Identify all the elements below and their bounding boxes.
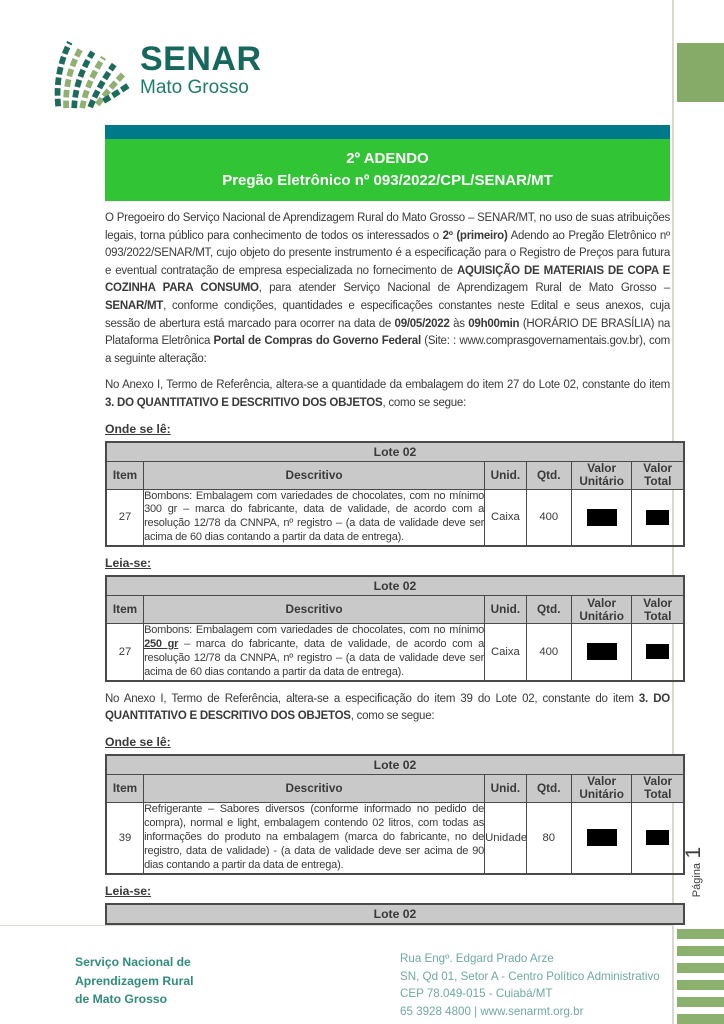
footer-org-line: Serviço Nacional de: [75, 955, 191, 969]
senar-logo: [52, 28, 262, 110]
logo-subtitle: Mato Grosso: [140, 77, 249, 98]
item-unit-cell: Caixa: [485, 489, 527, 546]
footer-divider: [0, 925, 674, 926]
footer-organization: [75, 953, 194, 1009]
table-item27-before: [105, 441, 685, 548]
table-item39-after-partial: [105, 903, 685, 925]
lote-header: Lote 02: [106, 755, 684, 775]
column-header-qtd: Qtd.: [526, 461, 571, 489]
column-header-valor-total: Valor Total: [632, 461, 684, 489]
item-quantity-cell: 400: [526, 489, 571, 546]
item-description-cell: Bombons: Embalagem com variedades de chocolates, com no mínimo 250 gr – marca do fabricante, data de validade, de acordo com a resolução 12/78 da CNNPA, nº registro – (a data de validade deve ser acima de 60 dias contando a partir da data de entrega).: [144, 624, 485, 681]
banner-title-line2: Pregão Eletrônico nº 093/2022/CPL/SENAR/MT: [222, 171, 553, 189]
onde-se-le-label-2: Onde se lê:: [105, 734, 171, 749]
leia-se-label-1: Leia-se:: [105, 556, 152, 571]
page-number-value: 1: [682, 846, 705, 859]
logo-text: [140, 28, 262, 99]
footer-address-line: CEP 78.049-015 - Cuiabá/MT: [400, 987, 553, 1000]
valor-total-cell: [632, 802, 684, 873]
column-header-valor-unitario: Valor Unitário: [571, 774, 632, 802]
redacted-valor-unitario: [587, 643, 617, 660]
column-header-item: Item: [106, 596, 144, 624]
document-body: [105, 210, 685, 925]
leia-se-label-2: Leia-se:: [105, 883, 152, 898]
column-header-valor-unitario: Valor Unitário: [571, 596, 632, 624]
title-banner: [105, 125, 670, 201]
footer-org-line: de Mato Grosso: [75, 992, 168, 1006]
redacted-valor-unitario: [587, 829, 617, 846]
column-header-valor-unitario: Valor Unitário: [571, 461, 632, 489]
amendment1-paragraph: No Anexo I, Termo de Referência, altera-se a quantidade da embalagem do item 27 do Lote 02, constante do item 3. DO QUANTITATIVO E DESCRITIVO DOS OBJETOS, como se segue:: [105, 379, 670, 409]
item-number-cell: 39: [106, 802, 144, 873]
table-row: [106, 624, 684, 681]
onde-se-le-label-1: Onde se lê:: [105, 421, 171, 436]
valor-total-cell: [632, 489, 684, 546]
column-header-valor-total: Valor Total: [632, 596, 684, 624]
column-header-descritivo: Descritivo: [144, 774, 485, 802]
item-description-cell: Bombons: Embalagem com variedades de chocolates, com no mínimo 300 gr – marca do fabricante, data de validade, de acordo com a resolução 12/78 da CNNPA, nº registro – (a data de validade deve ser acima de 60 dias contando a partir da data de entrega).: [144, 489, 485, 546]
column-header-item: Item: [106, 461, 144, 489]
item-quantity-cell: 80: [526, 802, 571, 873]
redacted-valor-unitario: [587, 509, 617, 526]
table-item27-after: [105, 575, 685, 682]
column-header-qtd: Qtd.: [526, 774, 571, 802]
column-header-item: Item: [106, 774, 144, 802]
valor-unitario-cell: [571, 489, 632, 546]
lote-header: Lote 02: [106, 576, 684, 596]
valor-unitario-cell: [571, 802, 632, 873]
amendment2-paragraph: No Anexo I, Termo de Referência, altera-se a especificação do item 39 do Lote 02, constante do item 3. DO QUANTITATIVO E DESCRITIVO DOS OBJETOS, como se segue:: [105, 692, 670, 723]
page-number-label: Página: [691, 862, 703, 898]
redacted-valor-total: [646, 644, 669, 659]
redacted-valor-total: [646, 830, 669, 845]
footer-address-line: SN, Qd 01, Setor A - Centro Político Administrativo: [400, 969, 660, 983]
intro-paragraph: O Pregoeiro do Serviço Nacional de Aprendizagem Rural do Mato Grosso – SENAR/MT, no uso de suas atribuições legais, torna público para conhecimento de todos os interessados o 2º (primeiro) Adendo ao Pregão Eletrônico nº 093/2022/SENAR/MT, cujo objeto do presente instrumento é a especificação para o Registro de Preços para futura e eventual contratação de empresa especializada no fornecimento de AQUISIÇÃO DE MATERIAIS DE COPA E COZINHA PARA CONSUMO, para atender Serviço Nacional de Aprendizagem Rural de Mato Grosso – SENAR/MT, conforme condições, quantidades e especificações constantes neste Edital e seus anexos, cuja sessão de abertura está marcado para ocorrer na data de 09/05/2022 às 09h00min (HORÁRIO DE BRASÍLIA) na Plataforma Eletrônica Portal de Compras do Governo Federal (Site: : www.comprasgovernamentais.gov.br), com a seguinte alteração:: [105, 212, 670, 365]
column-header-descritivo: Descritivo: [144, 596, 485, 624]
item-description-cell: Refrigerante – Sabores diversos (conforme informado no pedido de compra), normal e light, embalagem contendo 02 litros, com todas as informações do produto na embalagem (marca do fabricante, no de registro, data de validade) - (a data de validade deve ser acima de 90 dias contando a partir da data de entrega).: [144, 802, 485, 873]
logo-title: SENAR: [140, 40, 262, 78]
column-header-valor-total: Valor Total: [632, 774, 684, 802]
footer-address: [400, 950, 660, 1020]
valor-total-cell: [632, 624, 684, 681]
table-row: [106, 489, 684, 546]
lote-header: Lote 02: [106, 442, 684, 462]
footer-address-line: Rua Engº. Edgard Prado Arze: [400, 952, 554, 965]
lote-header: Lote 02: [106, 904, 684, 924]
column-header-descritivo: Descritivo: [144, 461, 485, 489]
senar-wheat-icon: [52, 28, 132, 110]
banner-green-body: [105, 139, 670, 201]
footer-org-line: Aprendizagem Rural: [75, 973, 194, 988]
banner-teal-stripe: [105, 125, 670, 139]
footer-address-line: 65 3928 4800 | www.senarmt.org.br: [400, 1004, 584, 1018]
item-unit-cell: Caixa: [485, 624, 527, 681]
column-header-unid: Unid.: [485, 461, 527, 489]
item-quantity-cell: 400: [526, 624, 571, 681]
item-number-cell: 27: [106, 624, 144, 681]
table-row: [106, 802, 684, 873]
page-number-marker: [684, 846, 704, 898]
redacted-valor-total: [646, 510, 669, 525]
column-header-unid: Unid.: [485, 596, 527, 624]
column-header-unid: Unid.: [485, 774, 527, 802]
table-item39-before: [105, 754, 685, 875]
column-header-qtd: Qtd.: [526, 596, 571, 624]
item-number-cell: 27: [106, 489, 144, 546]
banner-title-line1: 2º ADENDO: [346, 150, 429, 167]
decorative-stripes: [677, 929, 724, 1024]
decorative-corner-square: [677, 43, 724, 102]
item-unit-cell: Unidade: [485, 802, 527, 873]
valor-unitario-cell: [571, 624, 632, 681]
